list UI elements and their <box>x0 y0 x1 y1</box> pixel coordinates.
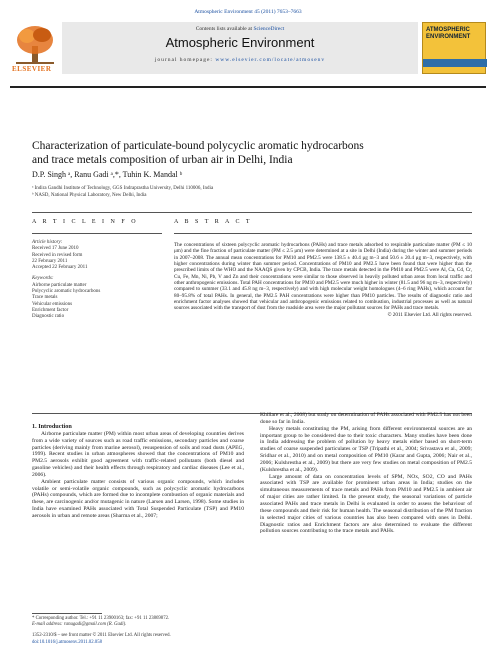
keyword: Trace metals <box>32 295 58 301</box>
keyword: Airborne particulate matter <box>32 282 87 288</box>
abstract-copyright: © 2011 Elsevier Ltd. All rights reserved. <box>387 311 472 318</box>
abstract-heading: A B S T R A C T <box>174 219 253 225</box>
homepage-prefix: journal homepage: <box>154 57 213 63</box>
title-line-1: Characterization of particulate-bound polycyclic aromatic hydrocarbons <box>32 140 364 152</box>
contents-line <box>62 26 418 32</box>
corresponding-author: * Corresponding author. Tel.: +91 11 23900163; fax: +91 11 23869872. <box>32 616 170 621</box>
title-line-2: and trace metals composition of urban air in Delhi, India <box>32 154 293 166</box>
abstract-divider <box>174 233 472 234</box>
keyword: Vehicular emissions <box>32 301 73 307</box>
history-revised-date: 22 February 2011 <box>32 258 68 264</box>
journal-banner <box>10 22 486 74</box>
journal-name: Atmospheric Environment <box>165 35 315 50</box>
footnote-rule <box>32 613 102 614</box>
paragraph: Airborne particulate matter (PM) within most urban areas of developing countries derives from a wide variety of sources such as road traffic emissions, secondary particles and coarse particles (deriving mainly from marine aerosol), resuspension of soils and road dusts (APEG, 1999). Recent studies in urban atmospheres showed that the concentrations of PM10 and PM2.5 aerosols exhibit good agreement with traffic-related pollutants (both diesel and gasoline vehicles) and their health effects through respiratory and cardiac diseases (Lee et al., 2006). <box>32 430 244 478</box>
section-heading: 1. Introduction <box>32 423 72 430</box>
cover-band <box>423 59 487 67</box>
author-list: D.P. Singh ᵃ, Ranu Gadi ᵃ,*, Tuhin K. Mandal ᵇ <box>32 170 183 179</box>
history-revised: Received in revised form <box>32 252 83 258</box>
issn-line: 1352-2310/$ – see front matter © 2011 Elsevier Ltd. All rights reserved. <box>32 633 171 638</box>
keyword: Diagnostic ratio <box>32 314 65 320</box>
history-received: Received 17 June 2010 <box>32 246 79 252</box>
publisher-name: ELSEVIER <box>12 65 52 73</box>
cover-title-line1: ATMOSPHERIC <box>426 27 470 33</box>
journal-reference[interactable]: Atmospheric Environment 45 (2011) 7653–7663 <box>194 9 302 15</box>
keywords-label: Keywords: <box>32 276 54 282</box>
divider <box>32 212 472 213</box>
article-info-heading: A R T I C L E I N F O <box>32 219 139 225</box>
sciencedirect-link[interactable]: ScienceDirect <box>253 26 285 32</box>
keyword: Polycyclic aromatic hydrocarbons <box>32 289 101 295</box>
journal-cover-thumbnail <box>422 22 486 74</box>
history-accepted: Accepted 22 February 2011 <box>32 265 88 271</box>
paragraph: Large amount of data on concentration levels of SPM, NOx, SO2, CO and PAHs associated with TSP are available for prominent urban areas in India; studies on the simultaneous measurements of trace metals and PAHs from PM10 and PM2.5 in ambient air of major cities are rather limited. In the present study, the seasonal variations of particle associated PAHs and trace metals in Delhi is evaluated in order to assess the behaviour of these compounds and their risk for human health. The seasonal distribution of the PM fraction in selected major cities of various countries has also been compared with ones in Delhi. Diagnostic ratios and Enrichment factors are also determined to evaluate the different pollution sources contributing to the trace metals and PAHs. <box>260 473 472 535</box>
contents-prefix: Contents lists available at <box>195 26 253 32</box>
paragraph: Ambient particulate matter consists of various organic compounds, which includes volatile or semi-volatile organic compounds, such as polycyclic aromatic hydrocarbons (PAHs) compounds, which are formed due to incomplete combustion of organic materials and these, are carcinogenic and/or mutagenic in nature (Larsen and Larsen, 1998). Some studies in India have examined PAHs associated with Total Suspended Particulate (TSP) and PM10 aerosols in urban and remote areas (Sharma et al., 2007; <box>32 478 244 519</box>
paragraph: Heavy metals constituting the PM, arising from different environmental sources are an important group to be considered due to their toxic characters. Many studies have been done in India addressing the problem of pollution by heavy metals either based on short-term studies of coarse suspended particulates or TSP (Tripathi et al., 2004; Srivastava et al., 2009; Sridhar et al., 2010) and on metal composition of PM10 (Karar and Gupta, 2006; Nair et al., 2006; Kulshrestha et al., 2009) but there are very few studies on metal composition of PM2.5 (Kulshrestha et al., 2009). <box>260 425 472 473</box>
doi-link[interactable]: doi:10.1016/j.atmosenv.2011.02.058 <box>32 640 102 645</box>
left-column <box>32 424 244 520</box>
article-info <box>32 240 162 321</box>
cover-title-line2: ENVIRONMENT <box>426 34 471 40</box>
cover-title <box>426 27 470 41</box>
affiliation-a: ᵃ Indira Gandhi Institute of Technology, GGS Indraprastha University, Delhi 110006, India <box>32 186 214 191</box>
homepage-link[interactable]: www.elsevier.com/locate/atmosenv <box>215 57 326 63</box>
abstract-body <box>174 242 472 318</box>
history-label: Article history: <box>32 240 63 245</box>
info-divider <box>32 233 162 234</box>
affiliation-b: ᵇ NASD, National Physical Laboratory, New Delhi, India <box>32 193 147 198</box>
keyword: Enrichment factor <box>32 307 69 313</box>
author-email[interactable]: E-mail address: ranugadi@gmail.com (R. Gadi). <box>32 622 127 627</box>
elsevier-tree-logo[interactable] <box>10 22 60 74</box>
header-rule <box>10 86 486 88</box>
abstract-text: The concentrations of sixteen polycyclic aromatic hydrocarbons (PAHs) and trace metals adsorbed to respirable particulate matter (PM ≤ 10 μm) and the fine fraction of particulate matter (PM ≤ 2.5 μm) were determined at a site in Delhi (India) during the winter and summer periods in 2007–2008. The annual mean concentrations for PM10 and PM2.5 were 138.5 ± 40.4 μg m−3 and 50.6 ± 20.4 μg m−3, respectively, with higher concentrations during winter than summer period. Concentrations of PM10 and PM2.5 have been found that were higher than the prescribed limits of the WHO and the NAAQS given by CPCB, India. The trace metals detected in the PM10 and PM2.5 were Al, Ca, Cd, Cr, Cu, Fe, Mn, Ni, Pb, V and Zn and their concentrations were similar to those observed in heavily polluted urban areas from local traffic and other anthropogenic emissions. Total PAH concentrations for PM10 and PM2.5 were much higher in winter (81.5 and 96 ng m−3, respectively) compared to summer (33.1 and 45.8 ng m−3, respectively) and with high molecular weight homologues (4–6 ring PAHs), which account for 80–95.8% of total PAHs. In general, the PM2.5 PAH concentrations were higher than PM10 particles. The results of diagnostic ratio and enrichment factor analyses showed that vehicular and anthropogenic emissions related to combustion, industrial processes as well as natural sources associated with the transport of dust from the roadside area were the major pollutant sources for PAHs and trace metals. <box>174 242 472 312</box>
right-column <box>260 412 472 535</box>
journal-homepage <box>62 57 418 63</box>
article-title <box>32 139 472 167</box>
paragraph: Khillare et al., 2008) but study on determination of PAHs associated with PM2.5 has not been done so far in India. <box>260 412 472 425</box>
